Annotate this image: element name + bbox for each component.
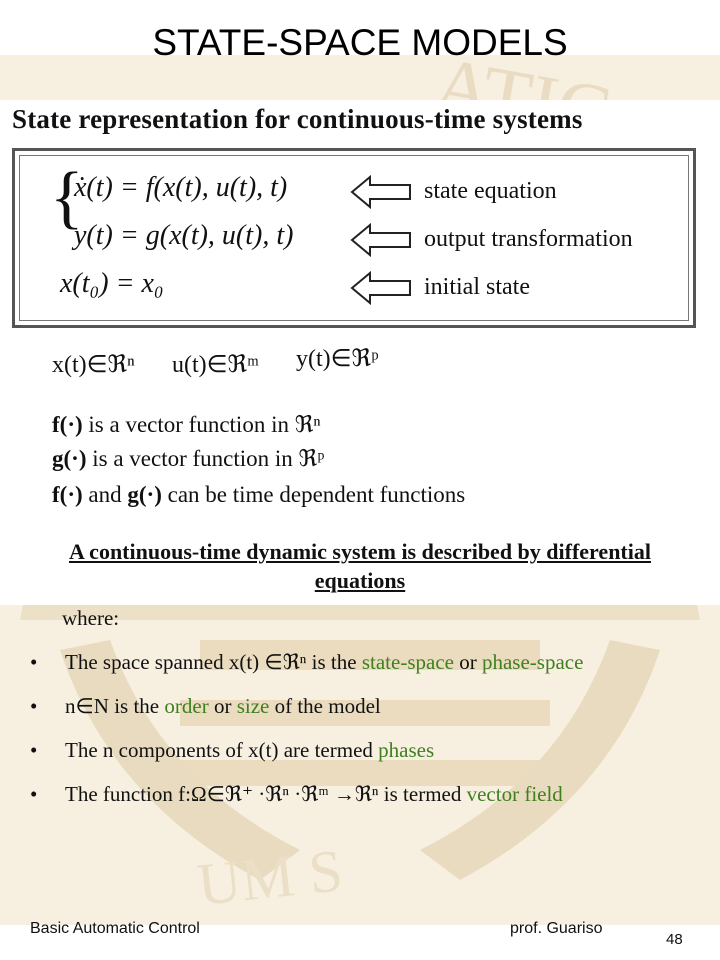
arrow-left-icon (350, 223, 412, 257)
where-label: where: (62, 606, 120, 630)
output-equation: y(t) = g(x(t), u(t), t) (74, 220, 294, 251)
function-time-line (52, 482, 465, 508)
arrow-left-icon (350, 175, 412, 209)
arrow-left-icon (350, 271, 412, 305)
figure-heading: State representation for continuous-time systems (12, 104, 583, 134)
footer-course: Basic Automatic Control (30, 920, 200, 937)
slide-title: STATE-SPACE MODELS (152, 22, 568, 63)
function-f-line (52, 412, 321, 438)
function-and-text: and (88, 482, 122, 507)
function-f-text: is a vector function in ℜⁿ (88, 412, 321, 437)
domain-y: y(t)∈ℜᵖ (296, 346, 379, 372)
list-item: • n∈N is the order or size of the model (30, 692, 656, 720)
function-g-symbol: g(·) (127, 482, 162, 507)
brace-symbol: { (50, 159, 84, 236)
list-item: • The n components of x(t) are termed phases (30, 736, 656, 764)
list-item: • The function f:Ω∈ℜ⁺ ·ℜⁿ ·ℜᵐ →ℜⁿ is termed vector field (30, 780, 656, 808)
function-f-symbol: f(·) (52, 482, 83, 507)
function-g-line (52, 446, 324, 472)
function-f-symbol: f(·) (52, 412, 83, 437)
list-item: • The space spanned x(t) ∈ℜⁿ is the state-space or phase-space (30, 648, 656, 676)
function-g-text: is a vector function in ℜᵖ (92, 446, 325, 471)
label-state-equation: state equation (424, 178, 557, 204)
domain-x: x(t)∈ℜⁿ (52, 352, 135, 378)
function-g-symbol: g(·) (52, 446, 87, 471)
page-number: 48 (666, 931, 683, 948)
label-output-transformation: output transformation (424, 226, 633, 252)
label-initial-state: initial state (424, 274, 530, 300)
initial-state-equation: x(t₀) = x₀ (60, 268, 164, 299)
footer-author: prof. Guariso (510, 920, 603, 937)
domain-u: u(t)∈ℜᵐ (172, 352, 259, 378)
function-time-text: can be time dependent functions (167, 482, 466, 507)
figure-summary: A continuous-time dynamic system is described by differential equations (69, 539, 651, 593)
state-equation: ẋ(t) = f(x(t), u(t), t) (74, 172, 288, 203)
svg-text:UM S: UM S (194, 837, 346, 918)
definition-list (30, 648, 656, 824)
